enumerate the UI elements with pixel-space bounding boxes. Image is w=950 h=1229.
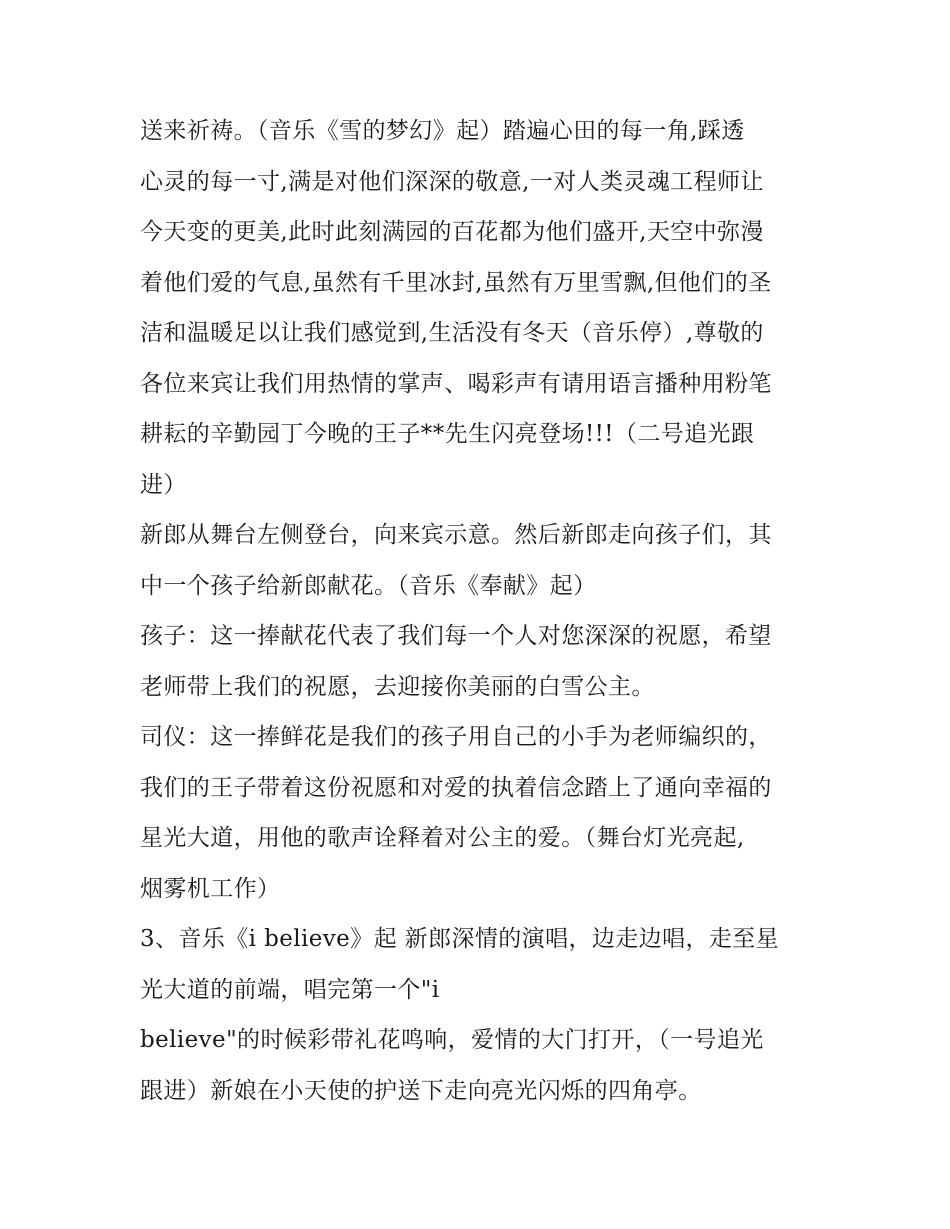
text-line: 星光大道，用他的歌声诠释着对公主的爱。（舞台灯光亮起,	[140, 825, 745, 851]
text-line: 送来祈祷。（音乐《雪的梦幻》起）踏遍心田的每一角,踩透	[140, 118, 745, 144]
text-line: 心灵的每一寸,满是对他们深深的敬意,一对人类灵魂工程师让	[140, 168, 764, 195]
text-line: 司仪：这一捧鲜花是我们的孩子用自己的小手为老师编织的，	[140, 724, 772, 750]
paragraph-child-speech	[140, 611, 820, 712]
text-line: 我们的王子带着这份祝愿和对爱的执着信念踏上了通向幸福的	[140, 774, 772, 801]
document-page	[140, 106, 820, 1116]
paragraph-groom-entry	[140, 510, 820, 611]
text-line: 各位来宾让我们用热情的掌声、喝彩声有请用语言播种用粉笔	[140, 370, 772, 397]
text-line: 烟雾机工作）	[140, 875, 281, 902]
text-line: 着他们爱的气息,虽然有千里冰封,虽然有万里雪飘,但他们的圣	[140, 269, 772, 296]
paragraph-intro	[140, 106, 820, 510]
text-line: 中一个孩子给新郎献花。（音乐《奉献》起）	[140, 572, 597, 599]
text-line: 进）	[140, 471, 187, 498]
text-line: 老师带上我们的祝愿，去迎接你美丽的白雪公主。	[140, 673, 655, 700]
text-line: 光大道的前端，唱完第一个"i	[140, 976, 440, 1003]
paragraph-host-speech	[140, 712, 820, 914]
text-line: 洁和温暖足以让我们感觉到,生活没有冬天（音乐停）,尊敬的	[140, 320, 764, 346]
text-line: 3、音乐《i believe》起 新郎深情的演唱，边走边唱，走至星	[140, 926, 780, 952]
text-line: believe"的时候彩带礼花鸣响，爱情的大门打开，（一号追光	[140, 1027, 764, 1053]
text-line: 今天变的更美,此时此刻满园的百花都为他们盛开,天空中弥漫	[140, 219, 764, 245]
paragraph-song-step	[140, 914, 820, 1116]
text-line: 耕耘的辛勤园丁今晚的王子**先生闪亮登场!!!（二号追光跟	[140, 421, 755, 447]
text-line: 孩子：这一捧献花代表了我们每一个人对您深深的祝愿，希望	[140, 623, 772, 649]
text-line: 新郎从舞台左侧登台，向来宾示意。然后新郎走向孩子们，其	[140, 522, 772, 548]
text-line: 跟进）新娘在小天使的护送下走向亮光闪烁的四角亭。	[140, 1077, 702, 1104]
